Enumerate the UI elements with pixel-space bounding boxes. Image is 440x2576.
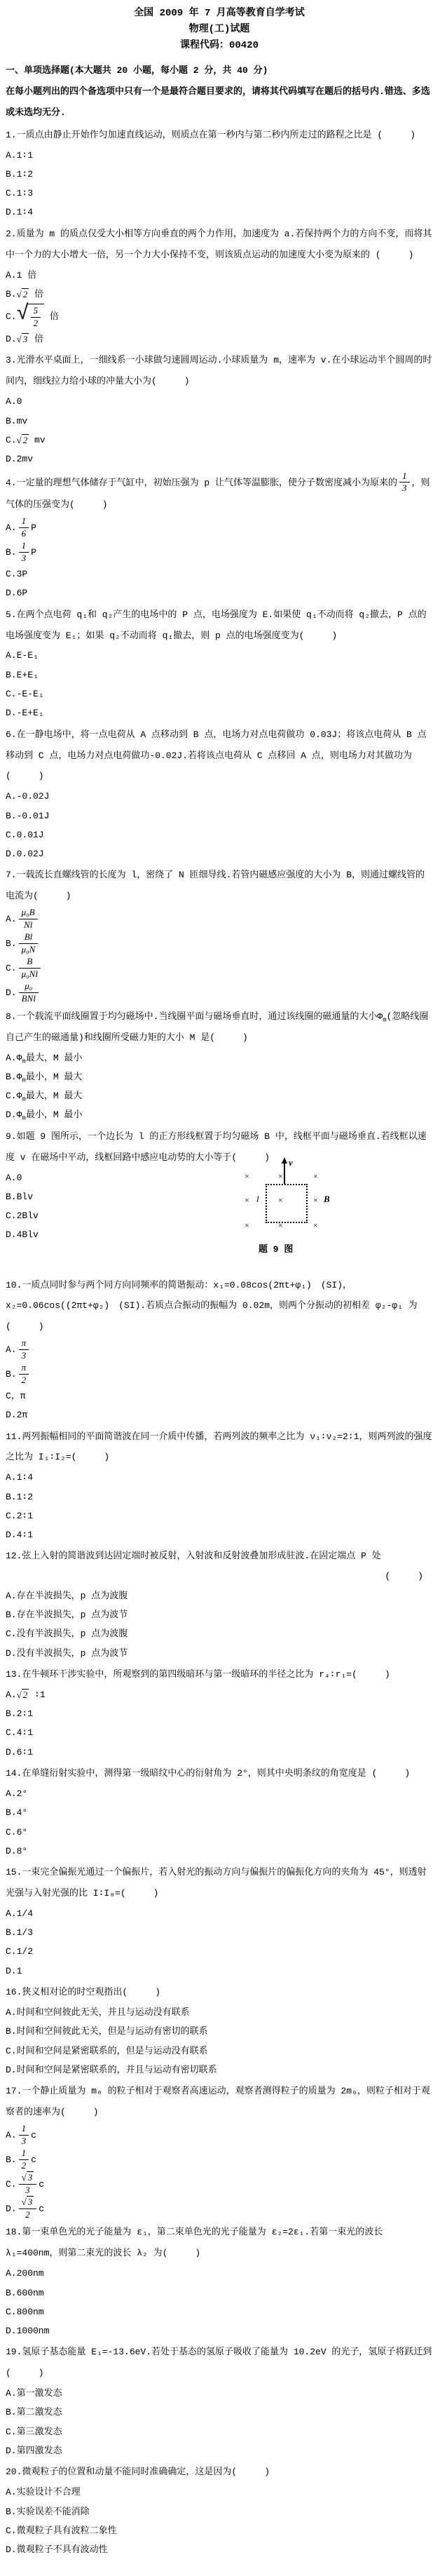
- option-line: $A.\Phi_m$最大，M 最小: [6, 1052, 83, 1065]
- option-line: D.1000nm: [6, 2326, 50, 2337]
- option-line: B.1∶2: [6, 1491, 34, 1502]
- field-into-page-icon: ×: [278, 1220, 283, 1230]
- option-line: A. $\frac{\pi}{3}$: [6, 1337, 433, 1362]
- option-line: B.时间和空间彼此无关，但是与运动有密切的联系: [6, 2026, 208, 2037]
- question-item: [6, 350, 433, 468]
- option-line: A. $\frac{\text{μ₀B}}{Nl}$: [6, 907, 433, 931]
- option-group: [6, 1904, 433, 1981]
- option-line: A.E-E₁: [6, 650, 39, 661]
- option-line: B.-0.01J: [6, 810, 50, 821]
- option-line: B.E+E₁: [6, 669, 39, 680]
- option-line: C. √ $\frac{5}{2}$ 倍: [6, 302, 59, 329]
- option-line: A.1/4: [6, 1908, 34, 1919]
- velocity-label: v: [289, 1156, 293, 1168]
- option-line: D.1∶4: [6, 207, 34, 218]
- option-group: [6, 392, 433, 468]
- question-text: 7.一载流长直螺线管的长度为 l，密绕了 N 匝细导线.若管内磁感应强度的大小为 B，则通过螺线管的电流为( ): [6, 870, 425, 902]
- field-into-page-icon: ×: [313, 1171, 318, 1181]
- option-group: [6, 2003, 433, 2079]
- option-line: B.第二激发态: [6, 2407, 62, 2418]
- option-line: D. $\frac{√ 3}{2}$ c: [6, 2196, 45, 2220]
- option-line: D.时间和空间是紧密联系的，并且与运动有密切联系: [6, 2064, 217, 2075]
- option-line: C.√ 2 mv: [6, 434, 46, 445]
- question-item: [6, 224, 433, 349]
- option-line: C.1/2: [6, 1946, 34, 1957]
- question-text: 12.弦上入射的简谐波到达固定端时被反射，入射波和反射波叠加形成驻波.在固定端点 P 处: [6, 1551, 381, 1562]
- option-line: D.6P: [6, 588, 28, 599]
- question-item: [6, 1763, 433, 1861]
- field-into-page-icon: ×: [245, 1220, 249, 1230]
- option-line: B. $\frac{1}{2}$ c: [6, 2147, 36, 2171]
- option-group: [6, 1685, 433, 1762]
- option-group: [6, 1784, 433, 1861]
- question-item: [6, 2222, 433, 2340]
- question-item: [6, 2342, 433, 2460]
- option-line: B. $\frac{Bl}{\text{μ₀N}}$: [6, 931, 433, 956]
- option-line: A.实验设计不合理: [6, 2487, 81, 2498]
- option-line: A.时间和空间彼此无关，并且与运动没有联系: [6, 2007, 190, 2018]
- option-line: D.没有半波损失，p 点为波节: [6, 1647, 128, 1659]
- option-line: $C.\Phi_m$最大，M 最大: [6, 1091, 83, 1103]
- option-group: [6, 2264, 433, 2340]
- question-item: [6, 605, 433, 723]
- option-line: A.存在半波损失，p 点为波腹: [6, 1590, 128, 1601]
- question-text: 2.质量为 m 的质点仅受大小相等方向垂直的两个力作用，加速度为 a.若保持两个力的方向不变，而将其中一个力的大小增大一倍，另一个力大小保持不变，则该质点运动的加速度大小变为原来的 ( ): [6, 228, 432, 260]
- side-length-label: l: [256, 1193, 259, 1204]
- option-line: $B.\Phi_m$最小，M 最大: [6, 1071, 83, 1084]
- question-text: 11.两列振幅相同的平面简谐波在同一介质中传播，若两列波的频率之比为 ν₁∶ν₂=2∶1，则两列波的强度之比为 I₁∶I₂=( ): [6, 1431, 432, 1463]
- option-group: [6, 1156, 433, 1274]
- option-line: C. $\frac{B}{\text{μ₀Nl}}$: [6, 956, 433, 980]
- exam-title-line1: 全国 2009 年 7 月高等教育自学考试: [134, 8, 305, 19]
- question-text: 20.微观粒子的位置和动量不能同时准确确定，这是因为( ): [6, 2467, 270, 2478]
- option-line: B.√ 2 倍: [6, 288, 44, 299]
- option-line: A. $\frac{1}{3}$ c: [6, 2122, 36, 2146]
- field-into-page-icon: ×: [278, 1171, 283, 1181]
- option-line: D.1: [6, 1965, 22, 1976]
- question-text: 13.在牛顿环干涉实验中，所观察到的第四级暗环与第一级暗环的半径之比为 r₄∶r₁=( ): [6, 1668, 390, 1680]
- question-text: 17.一个静止质量为 m₀ 的粒子相对于观察者高速运动，观察者测得粒子的质量为 2m₀，则粒子相对于观察者的速率为( ): [6, 2086, 430, 2118]
- option-line: B. $\frac{\pi}{2}$: [6, 1362, 433, 1387]
- option-line: A.0: [6, 1172, 22, 1183]
- option-line: C.-E-E₁: [6, 689, 44, 700]
- option-line: B. $\frac{1}{3}$ P: [6, 540, 36, 564]
- field-into-page-icon: ×: [245, 1194, 249, 1205]
- option-line: C.6°: [6, 1826, 28, 1837]
- option-line: A.第一激发态: [6, 2388, 62, 2399]
- field-label: B: [324, 1193, 330, 1204]
- option-group: [6, 2483, 433, 2559]
- option-group: [6, 1048, 433, 1125]
- answer-bracket: ( ): [385, 1571, 423, 1582]
- question-item: [6, 1275, 433, 1425]
- option-line: B.2∶1: [6, 1708, 34, 1720]
- question-item: [6, 1126, 433, 1274]
- option-line: C.2∶1: [6, 1510, 34, 1521]
- option-line: D.第四激发态: [6, 2446, 62, 2457]
- option-line: A.1 倍: [6, 269, 37, 281]
- option-line: A.1∶1: [6, 149, 34, 161]
- option-group: [6, 2384, 433, 2460]
- option-group: [6, 787, 433, 863]
- question-text: 8.一个载流平面线圈置于均匀磁场中.当线圈平面与磁场垂直时，通过该线圈的磁通量的大小$\Phi_m$(忽略线圈自己产生的磁通量)和线圈所受磁力矩的大小 M 是( ): [6, 1011, 429, 1043]
- question-text: 14.在单缝衍射实验中，测得第一级暗纹中心的衍射角为 2°，则其中央明条纹的角宽度是 ( ): [6, 1768, 411, 1779]
- option-line: D.2π: [6, 1410, 28, 1421]
- field-into-page-icon: ×: [278, 1194, 283, 1205]
- question-text: 5.在两个点电荷 q₁和 q₂产生的电场中的 P 点，电场强度为 E.如果使 q₁不动而将 q₂撤去，P 点的电场强度变为 E₁；如果 q₂不动而将 q₁撤去，则 p 点的电场强度变为( ): [6, 609, 427, 641]
- option-line: D.8°: [6, 1845, 28, 1856]
- option-group: [6, 1586, 433, 1663]
- question-text: 18.第一束单色光的光子能量为 ε₁，第二束单色光的光子能量为 ε₂=2ε₁.若第一束光的波长 λ₁=400nm，则第二束光的波长 λ₂ 为( ): [6, 2227, 383, 2259]
- field-into-page-icon: ×: [313, 1220, 318, 1230]
- exam-course-code: 课程代码：00420: [179, 40, 259, 52]
- option-line: B.1/3: [6, 1927, 34, 1938]
- option-line: D.微观粒子不具有波动性: [6, 2544, 108, 2556]
- question-text: 4.一定量的理想气体储存于气缸中，初始压强为 p 让气体等温膨胀，使分子数密度减小为原来的 $\frac{1}{3}$ ，则气体的压强变为( ): [6, 470, 430, 511]
- section-instructions: 在每小题列出的四个备选项中只有一个是最符合题目要求的，请将其代码填写在题后的括号内.错选、多选或未选均无分.: [6, 86, 430, 118]
- option-line: D.2mv: [6, 454, 34, 465]
- option-line: D.0.02J: [6, 849, 44, 860]
- question-item: [6, 865, 433, 1004]
- question-text: 19.氢原子基态能量 E₁=-13.6eV.若处于基态的氢原子吸收了能量为 10.2eV 的光子，氢原子将跃迁到 ( ): [6, 2347, 432, 2379]
- option-line: C.第三激发态: [6, 2426, 62, 2437]
- option-line: B.mv: [6, 415, 28, 426]
- wire-loop: [266, 1184, 308, 1223]
- option-line: A. $\frac{1}{6}$ P: [6, 515, 36, 539]
- question-item: [6, 2462, 433, 2559]
- section-heading: 一、单项选择题(本大题共 20 小题，每小题 2 分，共 40 分): [6, 65, 268, 76]
- option-line: D.√ 3 倍: [6, 334, 44, 345]
- question-list: [6, 125, 433, 2560]
- option-line: A.200nm: [6, 2268, 44, 2279]
- question-text: 15.一束完全偏振光通过一个偏振片，若入射光的振动方向与偏振片的偏振化方向的夹角为 45°，则透射光强与入射光强的比 I∶I₀=( ): [6, 1867, 427, 1899]
- option-group: [6, 907, 433, 1005]
- option-line: C.4∶1: [6, 1727, 34, 1739]
- option-line: B.存在半波损失，p 点为波节: [6, 1609, 128, 1620]
- option-line: B.1∶2: [6, 168, 34, 180]
- option-line: C.没有半波损失，p 点为波腹: [6, 1628, 128, 1640]
- question-item: [6, 471, 433, 603]
- question-item: [6, 1664, 433, 1762]
- option-line: C.2Blv: [6, 1211, 39, 1222]
- question-item: [6, 125, 433, 222]
- question-item: [6, 1546, 433, 1662]
- option-group: [6, 646, 433, 722]
- question-item: [6, 1982, 433, 2079]
- option-line: B.实验误差不能消除: [6, 2506, 90, 2517]
- option-line: C，π: [6, 1390, 26, 1401]
- figure-question9: [240, 1156, 370, 1262]
- option-line: C.0.01J: [6, 829, 44, 840]
- option-line: C.800nm: [6, 2306, 44, 2317]
- option-line: $D.\Phi_m$最小，M 最小: [6, 1110, 83, 1123]
- option-line: D.4∶1: [6, 1530, 34, 1541]
- figure-caption: 题 9 图: [259, 1243, 294, 1255]
- option-line: D.-E+E₁: [6, 708, 44, 719]
- option-group: [6, 1468, 433, 1544]
- option-group: [6, 1337, 433, 1424]
- option-group: [6, 266, 433, 349]
- question-text: 1.一质点由静止开始作匀加速直线运动，则质点在第一秒内与第二秒内所走过的路程之比是 ( ): [6, 129, 416, 140]
- question-text: 9.如题 9 图所示，一个边长为 l 的正方形线框置于均匀磁场 B 中，线框平面与磁场垂直.若线框以速度 v 在磁场中平动，线框回路中感应电动势的大小等于( ): [6, 1131, 427, 1163]
- option-line: A.1∶4: [6, 1472, 34, 1483]
- option-line: C.3P: [6, 569, 28, 580]
- option-line: C.1∶3: [6, 188, 34, 199]
- field-into-page-icon: ×: [245, 1171, 249, 1181]
- question-text: 10.一质点同时参与两个同方向同频率的简谐振动：x₁=0.08cos(2πt+φ₁) (SI)，x₂=0.06cos((2πt+φ₂) (SI).若质点合振动的振幅为 0.02m，则两个分振动的初相差 φ₂-φ₁ 为 ( ): [6, 1279, 418, 1333]
- option-line: B.4°: [6, 1807, 28, 1819]
- option-line: C. $\frac{√ 3}{3}$ c: [6, 2171, 45, 2195]
- option-line: C.时间和空间是紧密联系的，但是与运动没有联系: [6, 2045, 208, 2056]
- velocity-arrow-icon: [284, 1160, 285, 1184]
- option-line: D.6∶1: [6, 1746, 34, 1758]
- question-item: [6, 724, 433, 864]
- option-line: A.-0.02J: [6, 791, 50, 802]
- question-text: 6.在一静电场中，将一点电荷从 A 点移动到 B 点，电场力对点电荷做功 0.03J；将该点电荷从 B 点移动到 C 点，电场力对点电荷做功-0.02J.若将该点电荷从 C 点移回 A 点，则电场力对其做功为( ): [6, 729, 427, 782]
- question-item: [6, 1006, 433, 1125]
- option-line: A.√ 2 ∶1: [6, 1689, 46, 1700]
- option-line: C.微观粒子具有波粒二象性: [6, 2525, 117, 2536]
- option-group: [6, 2123, 433, 2221]
- exam-title-line2: 物理(工)试题: [188, 24, 250, 36]
- option-line: D.4Blv: [6, 1229, 39, 1241]
- question-text: 3.光滑水平桌面上，一细线系一小球做匀速圆周运动.小球质量为 m，速率为 v.在小球运动半个圆周的时间内，细线拉力给小球的冲量大小为( ): [6, 355, 432, 387]
- question-text: 16.狭义相对论的时空观指出( ): [6, 1987, 161, 1998]
- option-line: A.0: [6, 396, 22, 407]
- option-group: [6, 515, 433, 602]
- option-line: B.600nm: [6, 2287, 44, 2298]
- question-item: [6, 2081, 433, 2220]
- option-group: [6, 146, 433, 222]
- option-line: D. $\frac{\text{μ₀}}{\text{BNl}}$: [6, 980, 433, 1005]
- option-line: A.2°: [6, 1788, 28, 1799]
- field-into-page-icon: ×: [313, 1194, 318, 1205]
- question-item: [6, 1862, 433, 1981]
- question-item: [6, 1427, 433, 1545]
- option-line: B.Blv: [6, 1191, 34, 1202]
